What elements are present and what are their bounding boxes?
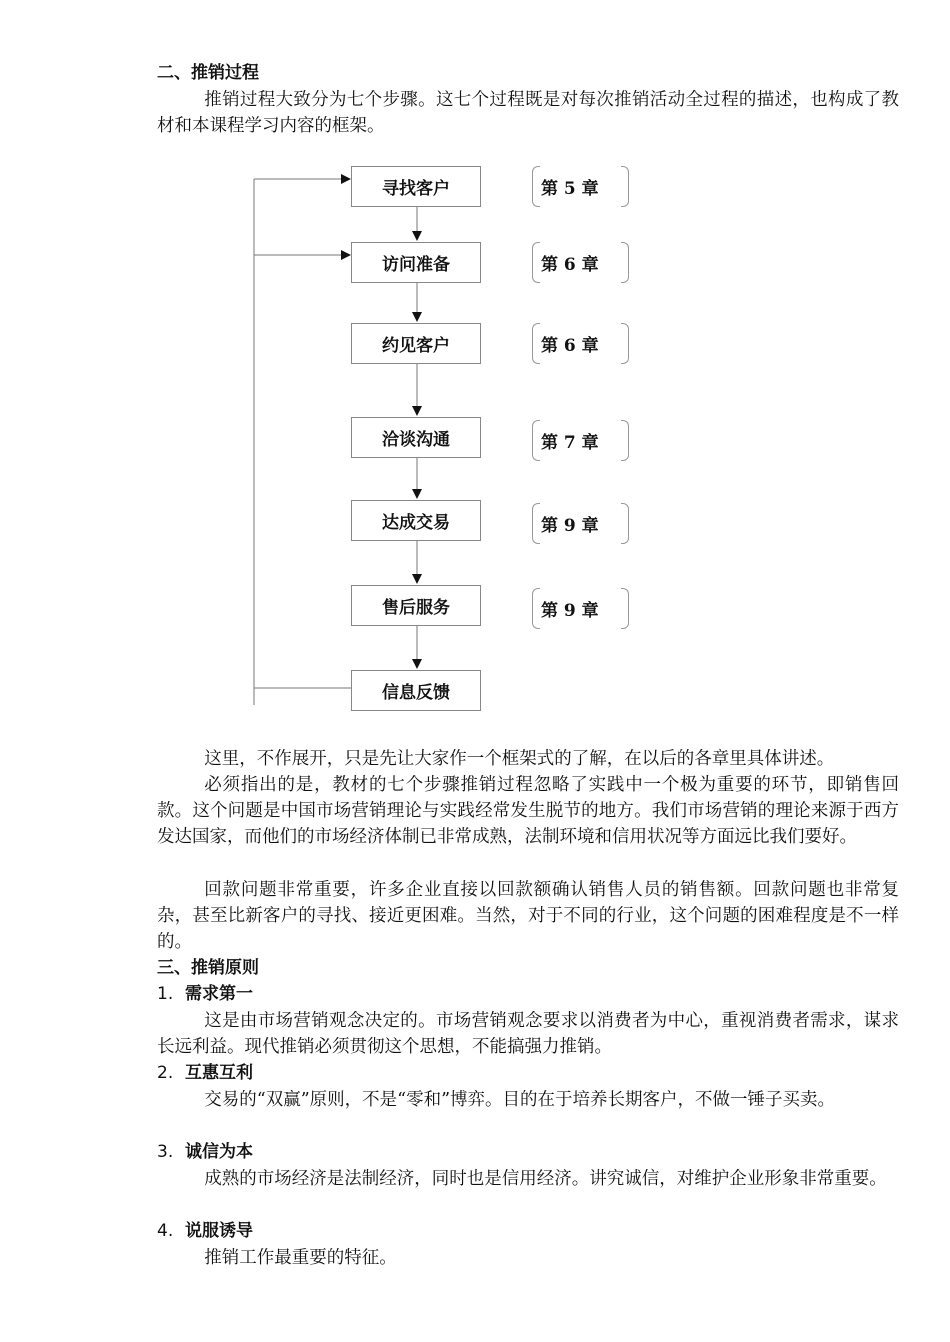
step-find-customer: 寻找客户 [351, 166, 481, 207]
chapter-ref-text: 第 7 章 [541, 433, 599, 453]
chapter-ref-text: 第 6 章 [541, 255, 599, 275]
paragraph-framework-note: 这里，不作展开，只是先让大家作一个框架式的了解，在以后的各章里具体讲述。 [204, 749, 835, 769]
step-visit-prep: 访问准备 [351, 242, 481, 283]
step-feedback: 信息反馈 [351, 670, 481, 711]
chapter-ref [532, 166, 629, 207]
chapter-ref-text: 第 5 章 [541, 179, 599, 199]
principle-number: 2. [157, 1063, 174, 1083]
principle-title: 需求第一 [185, 984, 253, 1004]
intro-paragraph: 推销过程大致分为七个步骤。这七个过程既是对每次推销活动全过程的描述，也构成了教材和本课程学习内容的框架。 [157, 90, 899, 136]
paragraph-payment-importance: 回款问题非常重要，许多企业直接以回款额确认销售人员的销售额。回款问题也非常复杂，甚至比新客户的寻找、接近更困难。当然，对于不同的行业，这个问题的困难程度是不一样的。 [157, 880, 899, 952]
chapter-ref-text: 第 6 章 [541, 336, 599, 356]
step-meet-customer: 约见客户 [351, 323, 481, 364]
chapter-ref [532, 588, 629, 629]
section-heading-sales-process: 二、推销过程 [157, 63, 259, 83]
paragraph-payment-collection: 必须指出的是，教材的七个步骤推销过程忽略了实践中一个极为重要的环节，即销售回款。这个问题是中国市场营销理论与实践经常发生脱节的地方。我们市场营销的理论来源于西方发达国家，而他们的市场经济体制已非常成熟，法制环境和信用状况等方面远比我们要好。 [157, 775, 899, 847]
chapter-ref-text: 第 9 章 [541, 601, 599, 621]
step-after-sales: 售后服务 [351, 585, 481, 626]
principle-text: 成熟的市场经济是法制经济，同时也是信用经济。讲究诚信，对维护企业形象非常重要。 [204, 1169, 887, 1189]
principle-title: 互惠互利 [185, 1063, 253, 1083]
principle-text: 交易的“双赢”原则，不是“零和”博弈。目的在于培养长期客户，不做一锤子买卖。 [204, 1090, 836, 1110]
principle-heading [157, 1061, 253, 1085]
principle-number: 3. [157, 1142, 174, 1162]
principle-text: 这是由市场营销观念决定的。市场营销观念要求以消费者为中心，重视消费者需求，谋求长远利益。现代推销必须贯彻这个思想，不能搞强力推销。 [157, 1011, 899, 1057]
principle-heading [157, 1219, 253, 1243]
chapter-ref [532, 323, 629, 364]
step-close-deal: 达成交易 [351, 500, 481, 541]
step-negotiate: 洽谈沟通 [351, 417, 481, 458]
principle-number: 1. [157, 984, 174, 1004]
chapter-ref [532, 242, 629, 283]
chapter-ref [532, 503, 629, 544]
principle-number: 4. [157, 1221, 174, 1241]
principle-text: 推销工作最重要的特征。 [204, 1248, 397, 1268]
principle-heading [157, 982, 253, 1006]
principle-title: 诚信为本 [185, 1142, 253, 1162]
principle-heading [157, 1140, 253, 1164]
chapter-ref-text: 第 9 章 [541, 516, 599, 536]
principle-title: 说服诱导 [185, 1221, 253, 1241]
chapter-ref [532, 420, 629, 461]
section-heading-sales-principles: 三、推销原则 [157, 958, 259, 978]
